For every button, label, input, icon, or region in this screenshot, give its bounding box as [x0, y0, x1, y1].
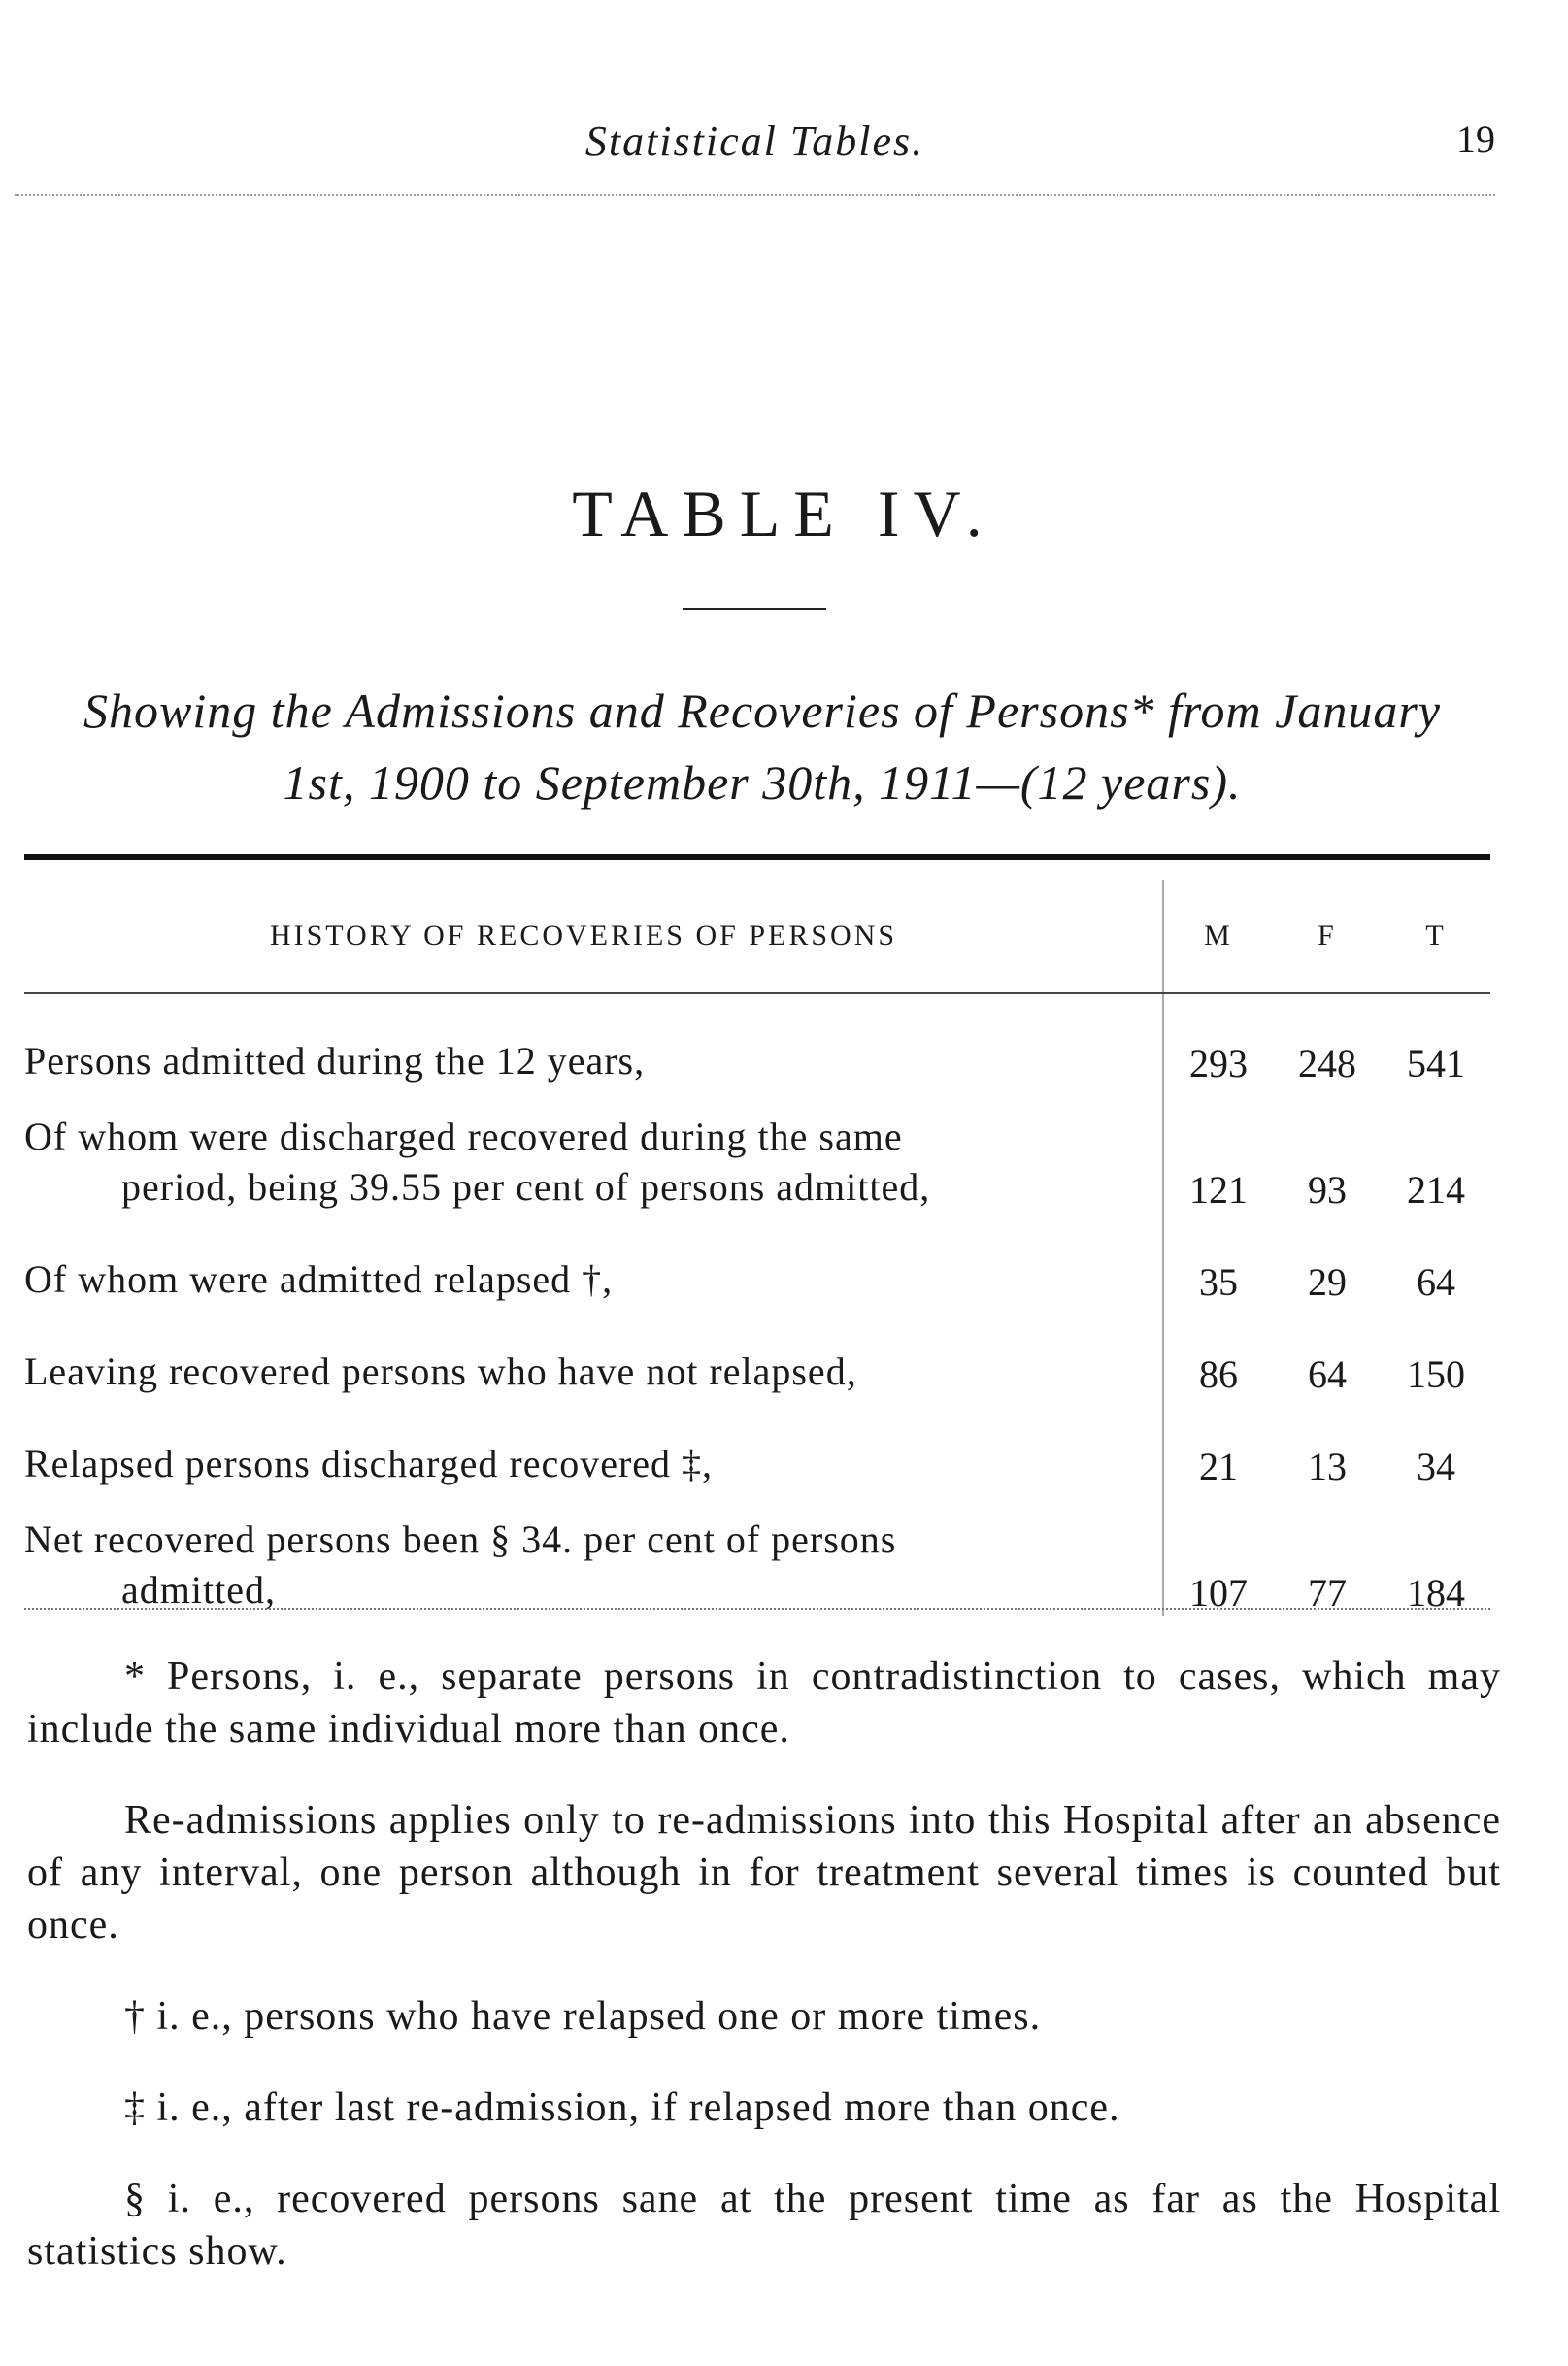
row-description: Net recovered persons been § 34. per cent of persons — [24, 1517, 897, 1561]
footnote-dagger: † i. e., persons who have relapsed one or more times. — [124, 1994, 1042, 2039]
cell-t: 150 — [1407, 1352, 1465, 1396]
table-row — [24, 993, 1490, 1086]
cell-m: 121 — [1163, 1086, 1273, 1213]
cell-t: 64 — [1417, 1260, 1455, 1304]
cell-m: 107 — [1163, 1489, 1273, 1616]
row-description-continued: period, being 39.55 per cent of persons admitted, — [121, 1165, 931, 1209]
table-title: TABLE IV. — [572, 477, 996, 550]
table-subtitle — [24, 675, 1500, 818]
title-rule — [683, 608, 826, 610]
cell-t: 214 — [1407, 1168, 1465, 1212]
cell-m: 86 — [1163, 1305, 1273, 1397]
cell-t: 34 — [1417, 1445, 1455, 1488]
page-number: 19 — [1456, 117, 1495, 161]
cell-m: 21 — [1163, 1397, 1273, 1489]
column-header-history: HISTORY OF RECOVERIES OF PERSONS — [24, 880, 1163, 993]
row-description: Of whom were admitted relapsed †, — [24, 1257, 614, 1301]
table-top-rule — [24, 854, 1490, 860]
cell-f: 64 — [1308, 1352, 1347, 1396]
cell-f: 93 — [1308, 1168, 1347, 1212]
column-header-t: T — [1382, 880, 1490, 993]
cell-f: 248 — [1298, 1042, 1356, 1085]
table-row — [24, 1086, 1490, 1213]
running-header — [15, 107, 1495, 196]
footnote-section: § i. e., recovered persons sane at the present time as far as the Hospital statistics show. — [27, 2177, 1501, 2274]
row-description: Persons admitted during the 12 years, — [24, 1039, 646, 1083]
cell-f: 77 — [1308, 1571, 1347, 1615]
footnotes — [27, 1650, 1501, 2316]
cell-t: 541 — [1407, 1042, 1465, 1085]
recoveries-table — [24, 880, 1490, 1616]
footnote-persons: * Persons, i. e., separate persons in contradistinction to cases, which may include the same individual more than once. — [27, 1654, 1501, 1751]
footnote-readmissions: Re-admissions applies only to re-admissions into this Hospital after an absence of any interval, one person although in for treatment several times is counted but once. — [27, 1798, 1501, 1948]
running-title: Statistical Tables. — [584, 117, 925, 165]
row-description-continued: admitted, — [121, 1568, 276, 1612]
table-row — [24, 1213, 1490, 1305]
table-row — [24, 1305, 1490, 1397]
table-row — [24, 1397, 1490, 1489]
subtitle-line-1: Showing the Admissions and Recoveries of Persons* from January — [83, 683, 1441, 738]
table-bottom-rule — [24, 1608, 1490, 1610]
cell-t: 184 — [1407, 1571, 1465, 1615]
cell-f: 13 — [1308, 1445, 1347, 1488]
row-description: Leaving recovered persons who have not relapsed, — [24, 1350, 857, 1393]
cell-m: 293 — [1163, 993, 1273, 1086]
row-description: Relapsed persons discharged recovered ‡, — [24, 1442, 714, 1485]
column-header-m: M — [1163, 880, 1273, 993]
footnote-double-dagger: ‡ i. e., after last re-admission, if relapsed more than once. — [124, 2085, 1120, 2130]
table-header-row — [24, 880, 1490, 993]
subtitle-line-2: 1st, 1900 to September 30th, 1911—(12 years). — [283, 755, 1242, 810]
table-row — [24, 1489, 1490, 1616]
cell-m: 35 — [1163, 1213, 1273, 1305]
column-header-f: F — [1273, 880, 1382, 993]
row-description: Of whom were discharged recovered during the same — [24, 1115, 903, 1158]
cell-f: 29 — [1308, 1260, 1347, 1304]
